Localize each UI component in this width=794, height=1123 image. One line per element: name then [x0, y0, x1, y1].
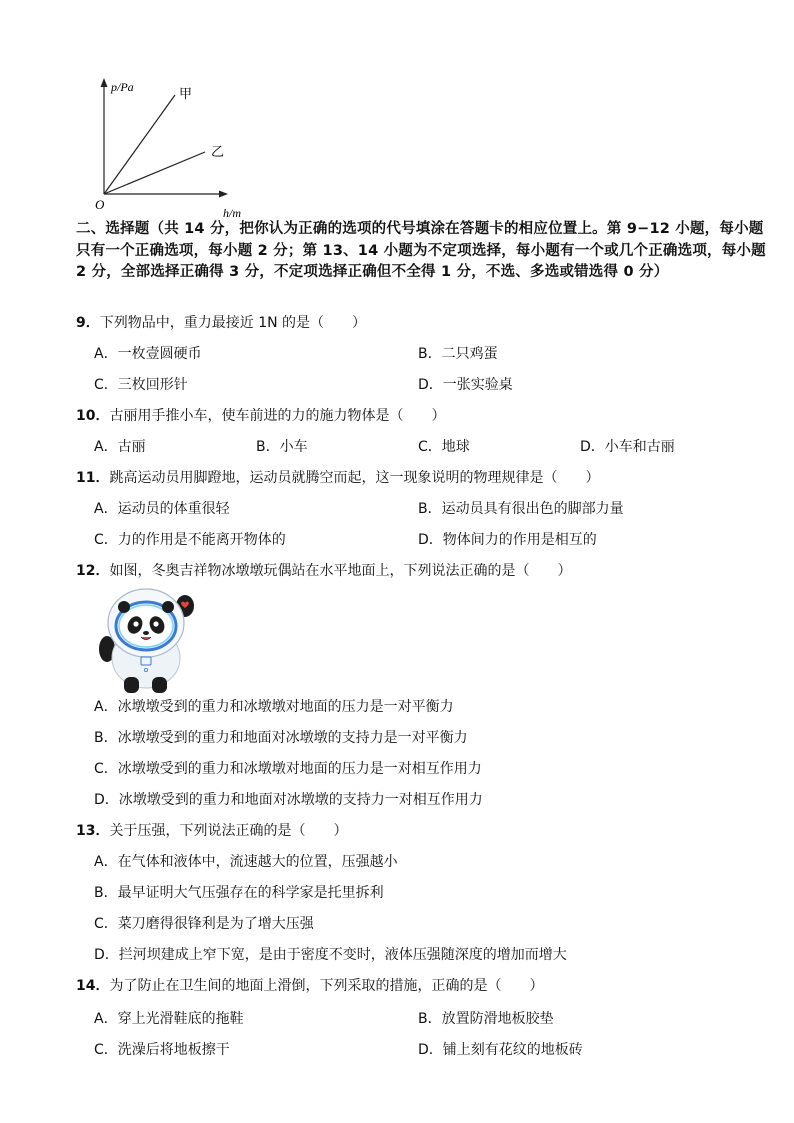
question-text: 关于压强，下列说法正确的是（ ）: [109, 823, 348, 839]
question-13: [76, 820, 347, 840]
bing-dwen-dwen-image: [96, 585, 202, 695]
question-number: 10．: [76, 408, 110, 424]
q10-option-b: B．小车: [256, 439, 308, 455]
question-text: 古丽用手推小车，使车前进的力的施力物体是（ ）: [109, 408, 446, 424]
y-axis-label: p/Pa: [111, 80, 134, 94]
q9-option-b: B．二只鸡蛋: [418, 346, 498, 362]
question-number: 11．: [76, 470, 110, 486]
q14-option-b: B．放置防滑地板胶垫: [418, 1011, 554, 1027]
q9-option-c: C．三枚回形针: [94, 377, 188, 393]
pressure-depth-graph: [84, 74, 254, 224]
y-axis-arrow: [101, 78, 108, 87]
section-title: 二、选择题（共 14 分，把你认为正确的选项的代号填涂在答题卡的相应位置上。第 9−12 小题，每小题只有一个正确选项，每小题 2 分；第 13、14 小题为不定项选择，每小题有一个或几个正确选项，每小题 2 分，全部选择正确得 3 分，不定项选择正确但不全得 1 分，不选、多选或错选得 0 分）: [76, 221, 766, 280]
question-number: 9．: [76, 315, 100, 331]
q10-option-d: D．小车和古丽: [580, 439, 675, 455]
q10-option-c: C．地球: [418, 439, 470, 455]
mascot-right-leg: [152, 677, 167, 693]
q13-option-b: B．最早证明大气压强存在的科学家是托里拆利: [94, 885, 384, 901]
q14-option-c: C．洗澡后将地板擦干: [94, 1042, 230, 1058]
question-number: 12．: [76, 563, 110, 579]
origin-label: O: [95, 197, 105, 212]
question-12: [76, 560, 571, 580]
question-text: 下列物品中，重力最接近 1N 的是（ ）: [99, 315, 367, 331]
question-10: [76, 405, 445, 425]
question-text: 如图，冬奥吉祥物冰墩墩玩偶站在水平地面上，下列说法正确的是（ ）: [109, 563, 572, 579]
mascot-left-ear: [118, 601, 130, 613]
x-axis-label: h/m: [223, 206, 241, 220]
mascot-right-ear: [162, 601, 174, 613]
q14-option-a: A．穿上光滑鞋底的拖鞋: [94, 1011, 244, 1027]
q10-option-a: A．古丽: [94, 439, 146, 455]
question-11: [76, 467, 599, 487]
q13-option-d: D．拦河坝建成上窄下宽，是由于密度不变时，液体压强随深度的增加而增大: [94, 947, 567, 963]
q9-option-d: D．一张实验桌: [418, 377, 513, 393]
q12-option-c: C．冰墩墩受到的重力和冰墩墩对地面的压力是一对相互作用力: [94, 761, 482, 777]
question-text: 跳高运动员用脚蹬地，运动员就腾空而起，这一现象说明的物理规律是（ ）: [109, 470, 600, 486]
x-axis-arrow: [219, 191, 228, 198]
q9-option-a: A．一枚壹圆硬币: [94, 346, 202, 362]
q11-option-c: C．力的作用是不能离开物体的: [94, 532, 286, 548]
line-jia-label: 甲: [179, 87, 193, 102]
q11-option-a: A．运动员的体重很轻: [94, 501, 230, 517]
mascot-left-leg: [124, 677, 139, 693]
question-number: 13．: [76, 823, 110, 839]
q12-option-b: B．冰墩墩受到的重力和地面对冰墩墩的支持力是一对平衡力: [94, 730, 468, 746]
q13-option-a: A．在气体和液体中，流速越大的位置，压强越小: [94, 854, 398, 870]
question-9: [76, 312, 366, 332]
q12-option-d: D．冰墩墩受到的重力和地面对冰墩墩的支持力一对相互作用力: [94, 792, 483, 808]
q11-option-b: B．运动员具有很出色的脚部力量: [418, 501, 624, 517]
q13-option-c: C．菜刀磨得很锋利是为了增大压强: [94, 916, 314, 932]
question-text: 为了防止在卫生间的地面上滑倒，下列采取的措施，正确的是（ ）: [109, 978, 544, 994]
q11-option-d: D．物体间力的作用是相互的: [418, 532, 597, 548]
mascot-left-eye: [133, 621, 138, 626]
question-14: [76, 975, 543, 995]
line-yi-label: 乙: [211, 145, 225, 160]
mascot-right-eye: [153, 621, 158, 626]
question-number: 14．: [76, 978, 110, 994]
q14-option-d: D．铺上刻有花纹的地板砖: [418, 1042, 583, 1058]
q12-option-a: A．冰墩墩受到的重力和冰墩墩对地面的压力是一对平衡力: [94, 699, 454, 715]
mascot-nose: [143, 631, 149, 635]
